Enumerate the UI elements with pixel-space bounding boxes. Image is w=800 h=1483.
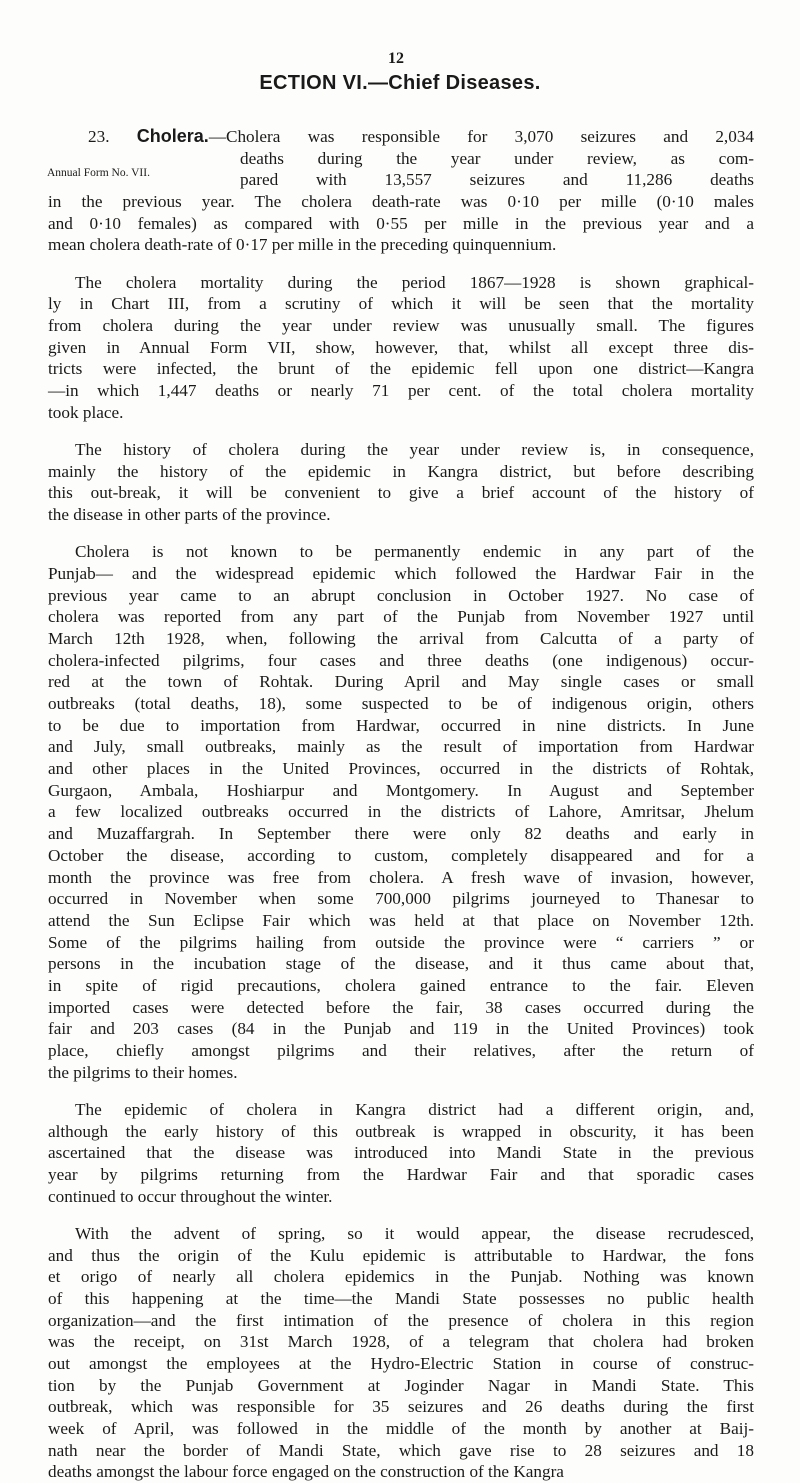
para2-line: The cholera mortality during the period 1867—1928 is shown graphical- [75,272,754,292]
para4-line: Punjab— and the widespread epidemic which followed the Hardwar Fair in the [48,563,754,583]
para6-line: was the receipt, on 31st March 1928, of a telegram that cholera had broken [48,1332,754,1352]
para6-line: out amongst the employees at the Hydro-Electric Station in course of construc- [48,1353,754,1373]
para4-line: and Muzaffargrah. In September there were only 82 deaths and early in [48,824,754,844]
para6-line: nath near the border of Mandi State, which gave rise to 28 seizures and 18 [48,1440,754,1460]
para6-line: tion by the Punjab Government at Joginder Nagar in Mandi State. This [48,1375,754,1395]
para5-line: although the early history of this outbreak is wrapped in obscurity, it has been [48,1121,754,1141]
para4-line: the pilgrims to their homes. [48,1062,238,1082]
para2-line: ly in Chart III, from a scrutiny of which it will be seen that the mortality [48,294,754,314]
paragraph-3 [48,439,754,526]
para6-line: organization—and the first intimation of the presence of cholera in this region [48,1310,754,1330]
paragraph-2 [48,272,754,424]
para2-line: from cholera during the year under review was unusually small. The figures [48,316,754,335]
para6-line: deaths amongst the labour force engaged on the construction of the Kangra [48,1462,564,1482]
para4-line: month the province was free from cholera. A fresh wave of invasion, however, [48,867,754,887]
para2-line: tricts were infected, the brunt of the epidemic fell upon one district—Kangra [48,359,754,379]
page-body [48,126,754,1483]
para4-line: cholera was reported from any part of the Punjab from November 1927 until [48,607,754,627]
para4-line: red at the town of Rohtak. During April and May single cases or small [48,672,754,692]
para6-line: of this happening at the time—the Mandi State possesses no public health [48,1288,754,1308]
para2-line: —in which 1,447 deaths or nearly 71 per cent. of the total cholera mortality [48,381,754,401]
para3-line: The history of cholera during the year under review is, in consequence, [75,439,754,459]
para4-line: March 12th 1928, when, following the arrival from Calcutta of a party of [48,628,754,648]
para4-line: previous year came to an abrupt conclusion in October 1927. No case of [48,585,754,605]
para4-line: attend the Sun Eclipse Fair which was held at that place on November 12th. [48,910,754,930]
para4-line: fair and 203 cases (84 in the Punjab and 119 in the United Provinces) took [48,1019,754,1039]
para6-line: and thus the origin of the Kulu epidemic is attributable to Hardwar, the fons [48,1245,754,1265]
para4-line: cholera-infected pilgrims, four cases and three deaths (one indigenous) occur- [48,650,754,670]
para6-line: week of April, was followed in the middle of the month by another at Baij- [48,1419,754,1438]
para1-line: and 0·10 females) as compared with 0·55 per mille in the previous year and a [48,213,754,233]
para4-line: occurred in November when some 700,000 pilgrims journeyed to Thanesar to [48,889,754,909]
para6-line: et origo of nearly all cholera epidemics in the Punjab. Nothing was known [48,1267,754,1287]
para1-line: mean cholera death-rate of 0·17 per mille in the preceding quinquennium. [48,235,557,255]
para5-line: The epidemic of cholera in Kangra district had a different origin, and, [75,1099,754,1119]
para4-line: October the disease, according to custom, completely disappeared and for a [48,845,754,865]
para2-line: given in Annual Form VII, show, however, that, whilst all except three dis- [48,337,754,357]
para1-line: pared with 13,557 seizures and 11,286 deaths [240,170,754,190]
para4-line: a few localized outbreaks occurred in the districts of Lahore, Amritsar, Jhelum [48,802,754,822]
para-heading: Cholera. [136,126,209,146]
para4-line: place, chiefly amongst pilgrims and their relatives, after the return of [48,1041,754,1060]
para4-line: Cholera is not known to be permanently endemic in any part of the [75,542,754,562]
para5-line: ascertained that the disease was introduced into Mandi State in the previous [48,1143,754,1163]
para4-line: in spite of rigid precautions, cholera gained entrance to the fair. Eleven [48,975,754,995]
para5-line: continued to occur throughout the winter. [48,1186,333,1206]
para3-line: mainly the history of the epidemic in Kangra district, but before describing [48,461,754,481]
section-heading: ECTION VI.—Chief Diseases. [259,72,541,94]
para6-line: outbreak, which was responsible for 35 seizures and 26 deaths during the first [48,1397,754,1417]
para4-line: persons in the incubation stage of the disease, and it thus came about that, [48,954,754,974]
paragraph-4 [48,541,754,1083]
para5-line: year by pilgrims returning from the Hardwar Fair and that sporadic cases [48,1164,754,1184]
page-number: 12 [388,50,404,67]
para-number: 23. [88,127,110,146]
para4-line: outbreaks (total deaths, 18), some suspected to be of indigenous origin, others [48,694,754,713]
para4-line: and July, small outbreaks, mainly as the result of importation from Hardwar [48,737,754,757]
para6-line: With the advent of spring, so it would appear, the disease recrudesced, [75,1223,754,1243]
para4-line: and other places in the United Provinces, occurred in the districts of Rohtak, [48,759,754,779]
para3-line: the disease in other parts of the province. [48,505,331,524]
para3-line: this out-break, it will be convenient to give a brief account of the history of [48,483,754,503]
para1-line [48,126,754,148]
para4-line: Gurgaon, Ambala, Hoshiarpur and Montgomery. In August and September [48,780,754,800]
para1-line: deaths during the year under review, as com- [240,148,754,168]
paragraph-6 [48,1223,754,1483]
para4-line: Some of the pilgrims hailing from outside the province were “ carriers ” or [48,932,754,952]
paragraph-5 [48,1099,754,1207]
para1-text: —Cholera was responsible for 3,070 seizures and 2,034 [208,127,755,146]
para4-line: imported cases were detected before the fair, 38 cases occurred during the [48,997,754,1017]
para4-line: to be due to importation from Hardwar, occurred in nine districts. In June [48,715,754,735]
para2-line: took place. [48,402,124,422]
para1-line: in the previous year. The cholera death-rate was 0·10 per mille (0·10 males [48,192,754,212]
margin-note: Annual Form No. VII. [47,167,150,179]
